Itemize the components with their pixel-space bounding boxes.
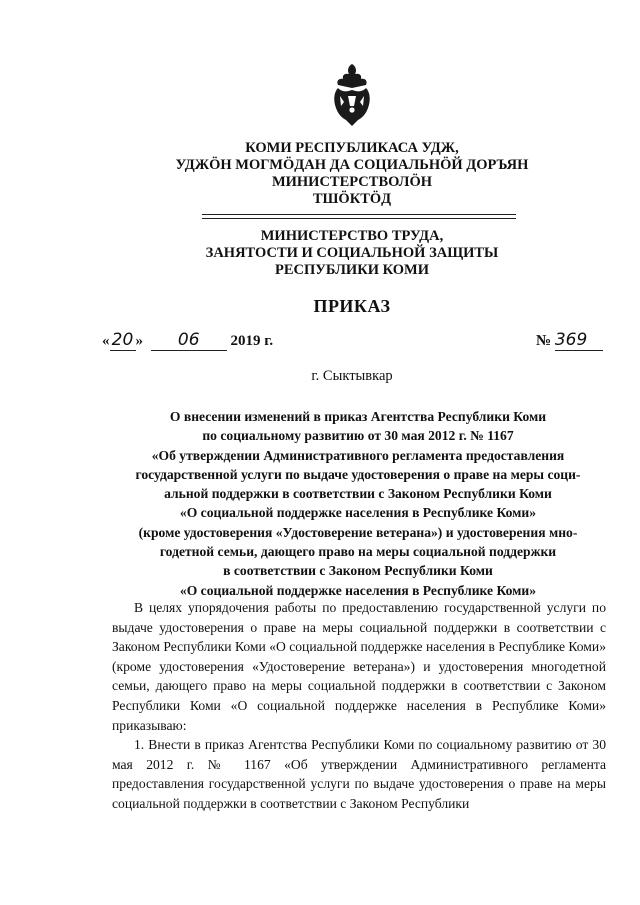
header-komi-line: ТШÖКТÖД — [312, 191, 392, 207]
header-komi-line: КОМИ РЕСПУБЛИКАСА УДЖ, — [245, 140, 459, 156]
subject-line: годетной семьи, дающего право на меры социальной поддержки — [159, 544, 557, 560]
city-line: г. Сыктывкар — [311, 368, 393, 384]
order-body — [112, 598, 606, 814]
number-value: 369 — [555, 330, 603, 351]
header-ru-line: МИНИСТЕРСТВО ТРУДА, — [260, 228, 444, 244]
header-divider-bottom — [202, 218, 516, 219]
document-type-title: ПРИКАЗ — [313, 296, 391, 316]
subject-line: «О социальной поддержке населения в Республике Коми» — [179, 582, 537, 598]
header-ru-line: ЗАНЯТОСТИ И СОЦИАЛЬНОЙ ЗАЩИТЫ — [205, 245, 499, 261]
coat-of-arms-emblem — [326, 62, 378, 128]
order-number — [536, 330, 603, 351]
header-divider-top — [202, 214, 516, 215]
body-paragraph: 1. Внести в приказ Агентства Республики Коми по социальному развитию от 30 мая 2012 г. № 1167 «Об утверждении Административного регламента предоставления государственной услуги по выдаче удостоверения о праве на меры социальной поддержки в соответствии с Законом Республики — [112, 737, 606, 811]
header-russian — [0, 228, 640, 279]
header-komi-language — [0, 140, 640, 208]
date-day: 20 — [110, 330, 136, 351]
header-ru-line: РЕСПУБЛИКИ КОМИ — [274, 262, 430, 278]
order-date — [102, 330, 273, 351]
body-paragraph: В целях упорядочения работы по предоставлению государственной услуги по выдаче удостоверения о праве на меры социальной поддержки в соответствии с Законом Республики Коми «О социальной поддержке населения в Республике Коми» (кроме удостоверения «Удостоверение ветерана») и удостоверения многодетной семьи, дающего право на меры социальной поддержки в соответствии с Законом Республики Коми «О социальной поддержке населения в Республике Коми» приказываю: — [112, 600, 606, 733]
subject-line: государственной услуги по выдаче удостоверения о праве на меры соци- — [135, 466, 581, 482]
subject-line: «Об утверждении Административного регламента предоставления — [151, 447, 565, 463]
subject-line: альной поддержки в соответствии с Законом Республики Коми — [164, 486, 552, 502]
order-subject — [110, 407, 606, 600]
subject-line: в соответствии с Законом Республики Коми — [223, 563, 493, 579]
subject-line: по социальному развитию от 30 мая 2012 г. № 1167 — [202, 428, 514, 444]
date-year: 2019 г. — [230, 333, 274, 349]
date-close-quote: » — [135, 333, 143, 349]
header-komi-line: МИНИСТЕРСТВОЛÖН — [271, 174, 433, 190]
number-label: № — [536, 333, 552, 349]
subject-line: О внесении изменений в приказ Агентства Республики Коми — [169, 409, 547, 424]
subject-line: (кроме удостоверения «Удостоверение ветерана») и удостоверения мно- — [138, 524, 578, 540]
date-open-quote: « — [102, 333, 110, 349]
subject-line: «О социальной поддержке населения в Республике Коми» — [179, 505, 537, 521]
header-komi-line: УДЖÖН МОГМÖДАН ДА СОЦИАЛЬНÖЙ ДОРЪЯН — [175, 157, 529, 173]
date-month: 06 — [151, 330, 227, 351]
